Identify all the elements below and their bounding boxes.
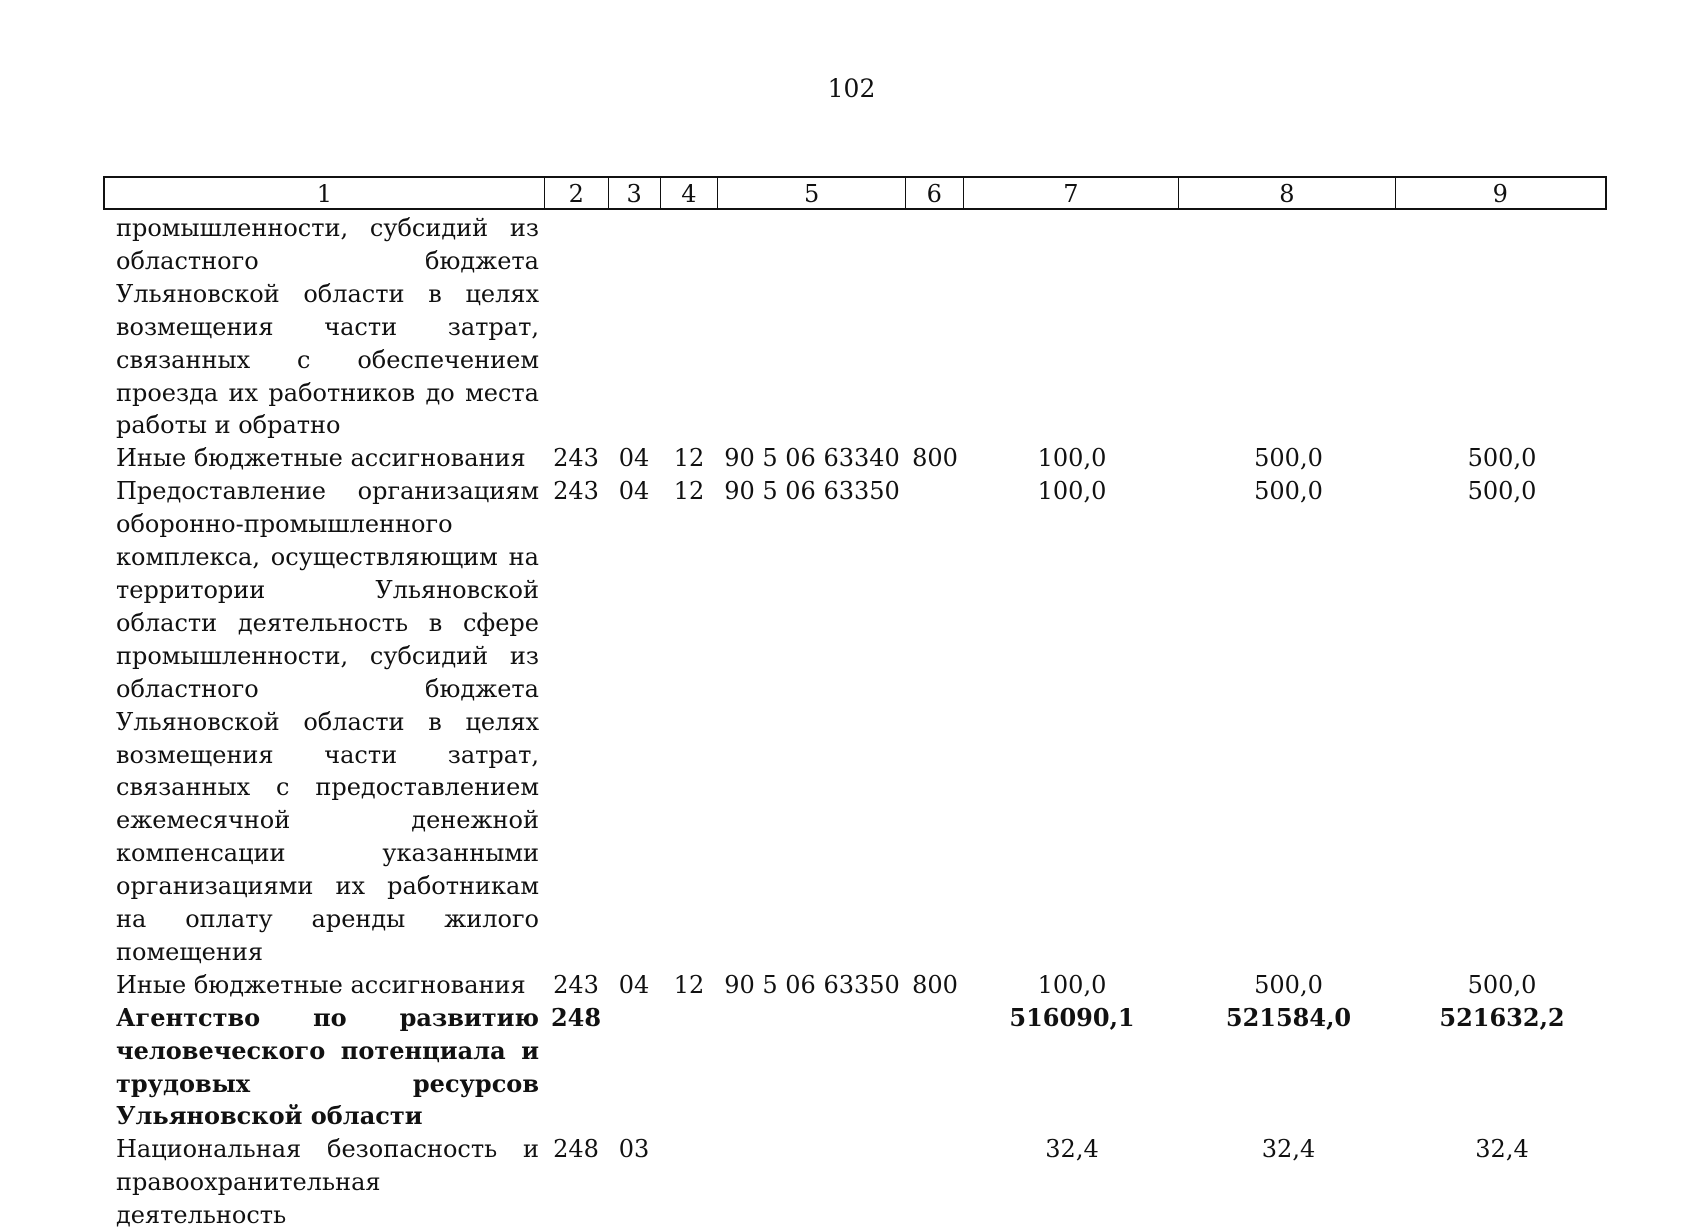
row-description: Предоставление организациям оборонно-промышленного комплекса, осуществляющим на территории Ульяновской области деятельность в сфере промышленности, субсидий из областного бюджета Ульяновской области в целях возмещения части затрат, связанных с предоставлением ежемесячной денежной компенсации указанными организациями их работникам на оплату аренды жилого помещения	[116, 477, 539, 966]
cell-col-2	[544, 212, 608, 442]
header-col-5: 5	[718, 178, 906, 208]
header-col-2: 2	[545, 178, 609, 208]
cell-col-3: 04	[618, 477, 650, 506]
cell-col-9: 32,4	[1475, 1135, 1529, 1164]
cell-col-9	[1397, 212, 1607, 442]
cell-col-8	[1180, 212, 1397, 442]
row-description: промышленности, субсидий из областного бюджета Ульяновской области в целях возмещения части затрат, связанных с обеспечением проезда их работников до места работы и обратно	[116, 214, 539, 440]
header-col-4: 4	[661, 178, 719, 208]
cell-col-8: 32,4	[1261, 1135, 1316, 1164]
cell-col-9: 500,0	[1467, 970, 1537, 999]
cell-col-8: 500,0	[1254, 444, 1323, 473]
table-row	[103, 442, 1607, 475]
row-description: Национальная безопасность и правоохранительная деятельность	[116, 1135, 539, 1230]
header-col-7: 7	[964, 178, 1179, 208]
cell-col-2: 243	[553, 477, 599, 506]
cell-col-3: 04	[618, 444, 650, 473]
row-description: Иные бюджетные ассигнования	[116, 970, 526, 999]
table-header-row	[103, 176, 1607, 210]
page-number: 102	[827, 74, 876, 103]
cell-col-4	[660, 1133, 718, 1232]
cell-col-4: 12	[673, 444, 705, 473]
cell-col-8: 500,0	[1254, 477, 1323, 506]
table-row-agency	[103, 1002, 1607, 1134]
cell-col-3: 04	[618, 970, 650, 999]
cell-col-5: 90 5 06 63350	[724, 477, 900, 506]
cell-col-7: 100,0	[1037, 970, 1107, 999]
row-description: Агентство по развитию человеческого потенциала и трудовых ресурсов Ульяновской области	[116, 1002, 539, 1131]
cell-col-7: 100,0	[1037, 477, 1107, 506]
cell-col-5	[718, 212, 906, 442]
header-col-8: 8	[1179, 178, 1395, 208]
table-body	[103, 212, 1607, 1232]
cell-col-5	[718, 1133, 906, 1232]
header-col-9: 9	[1492, 180, 1508, 208]
cell-col-7: 516090,1	[1009, 1002, 1135, 1032]
cell-col-4: 12	[673, 970, 705, 999]
cell-col-9: 521632,2	[1439, 1002, 1565, 1032]
table-row	[103, 1133, 1607, 1232]
cell-col-5	[718, 1002, 906, 1134]
cell-col-2: 243	[553, 444, 599, 473]
cell-col-8: 500,0	[1254, 970, 1323, 999]
cell-col-6: 800	[912, 970, 958, 999]
cell-col-8: 521584,0	[1225, 1002, 1352, 1032]
cell-col-5: 90 5 06 63340	[724, 444, 900, 473]
cell-col-6	[906, 1133, 964, 1232]
cell-col-9: 500,0	[1467, 444, 1537, 473]
cell-col-2: 248	[553, 1135, 599, 1164]
row-description: Иные бюджетные ассигнования	[116, 444, 526, 473]
cell-col-7	[964, 212, 1180, 442]
cell-col-2: 248	[550, 1002, 602, 1032]
cell-col-6	[906, 212, 964, 442]
table-row	[103, 212, 1607, 442]
cell-col-5: 90 5 06 63350	[724, 970, 900, 999]
header-col-6: 6	[906, 178, 964, 208]
cell-col-3	[608, 1002, 660, 1134]
cell-col-6	[906, 475, 964, 969]
cell-col-4	[660, 212, 718, 442]
table-row	[103, 969, 1607, 1002]
cell-col-3: 03	[618, 1135, 650, 1164]
cell-col-3	[608, 212, 660, 442]
cell-col-4: 12	[673, 477, 705, 506]
cell-col-9: 500,0	[1467, 477, 1537, 506]
cell-col-7: 100,0	[1037, 444, 1107, 473]
header-col-1: 1	[105, 178, 545, 208]
cell-col-2: 243	[553, 970, 599, 999]
budget-table	[103, 176, 1607, 1232]
table-row	[103, 475, 1607, 969]
cell-col-7: 32,4	[1045, 1135, 1099, 1164]
cell-col-6	[906, 1002, 964, 1134]
cell-col-4	[660, 1002, 718, 1134]
header-col-3: 3	[609, 178, 661, 208]
cell-col-6: 800	[912, 444, 958, 473]
